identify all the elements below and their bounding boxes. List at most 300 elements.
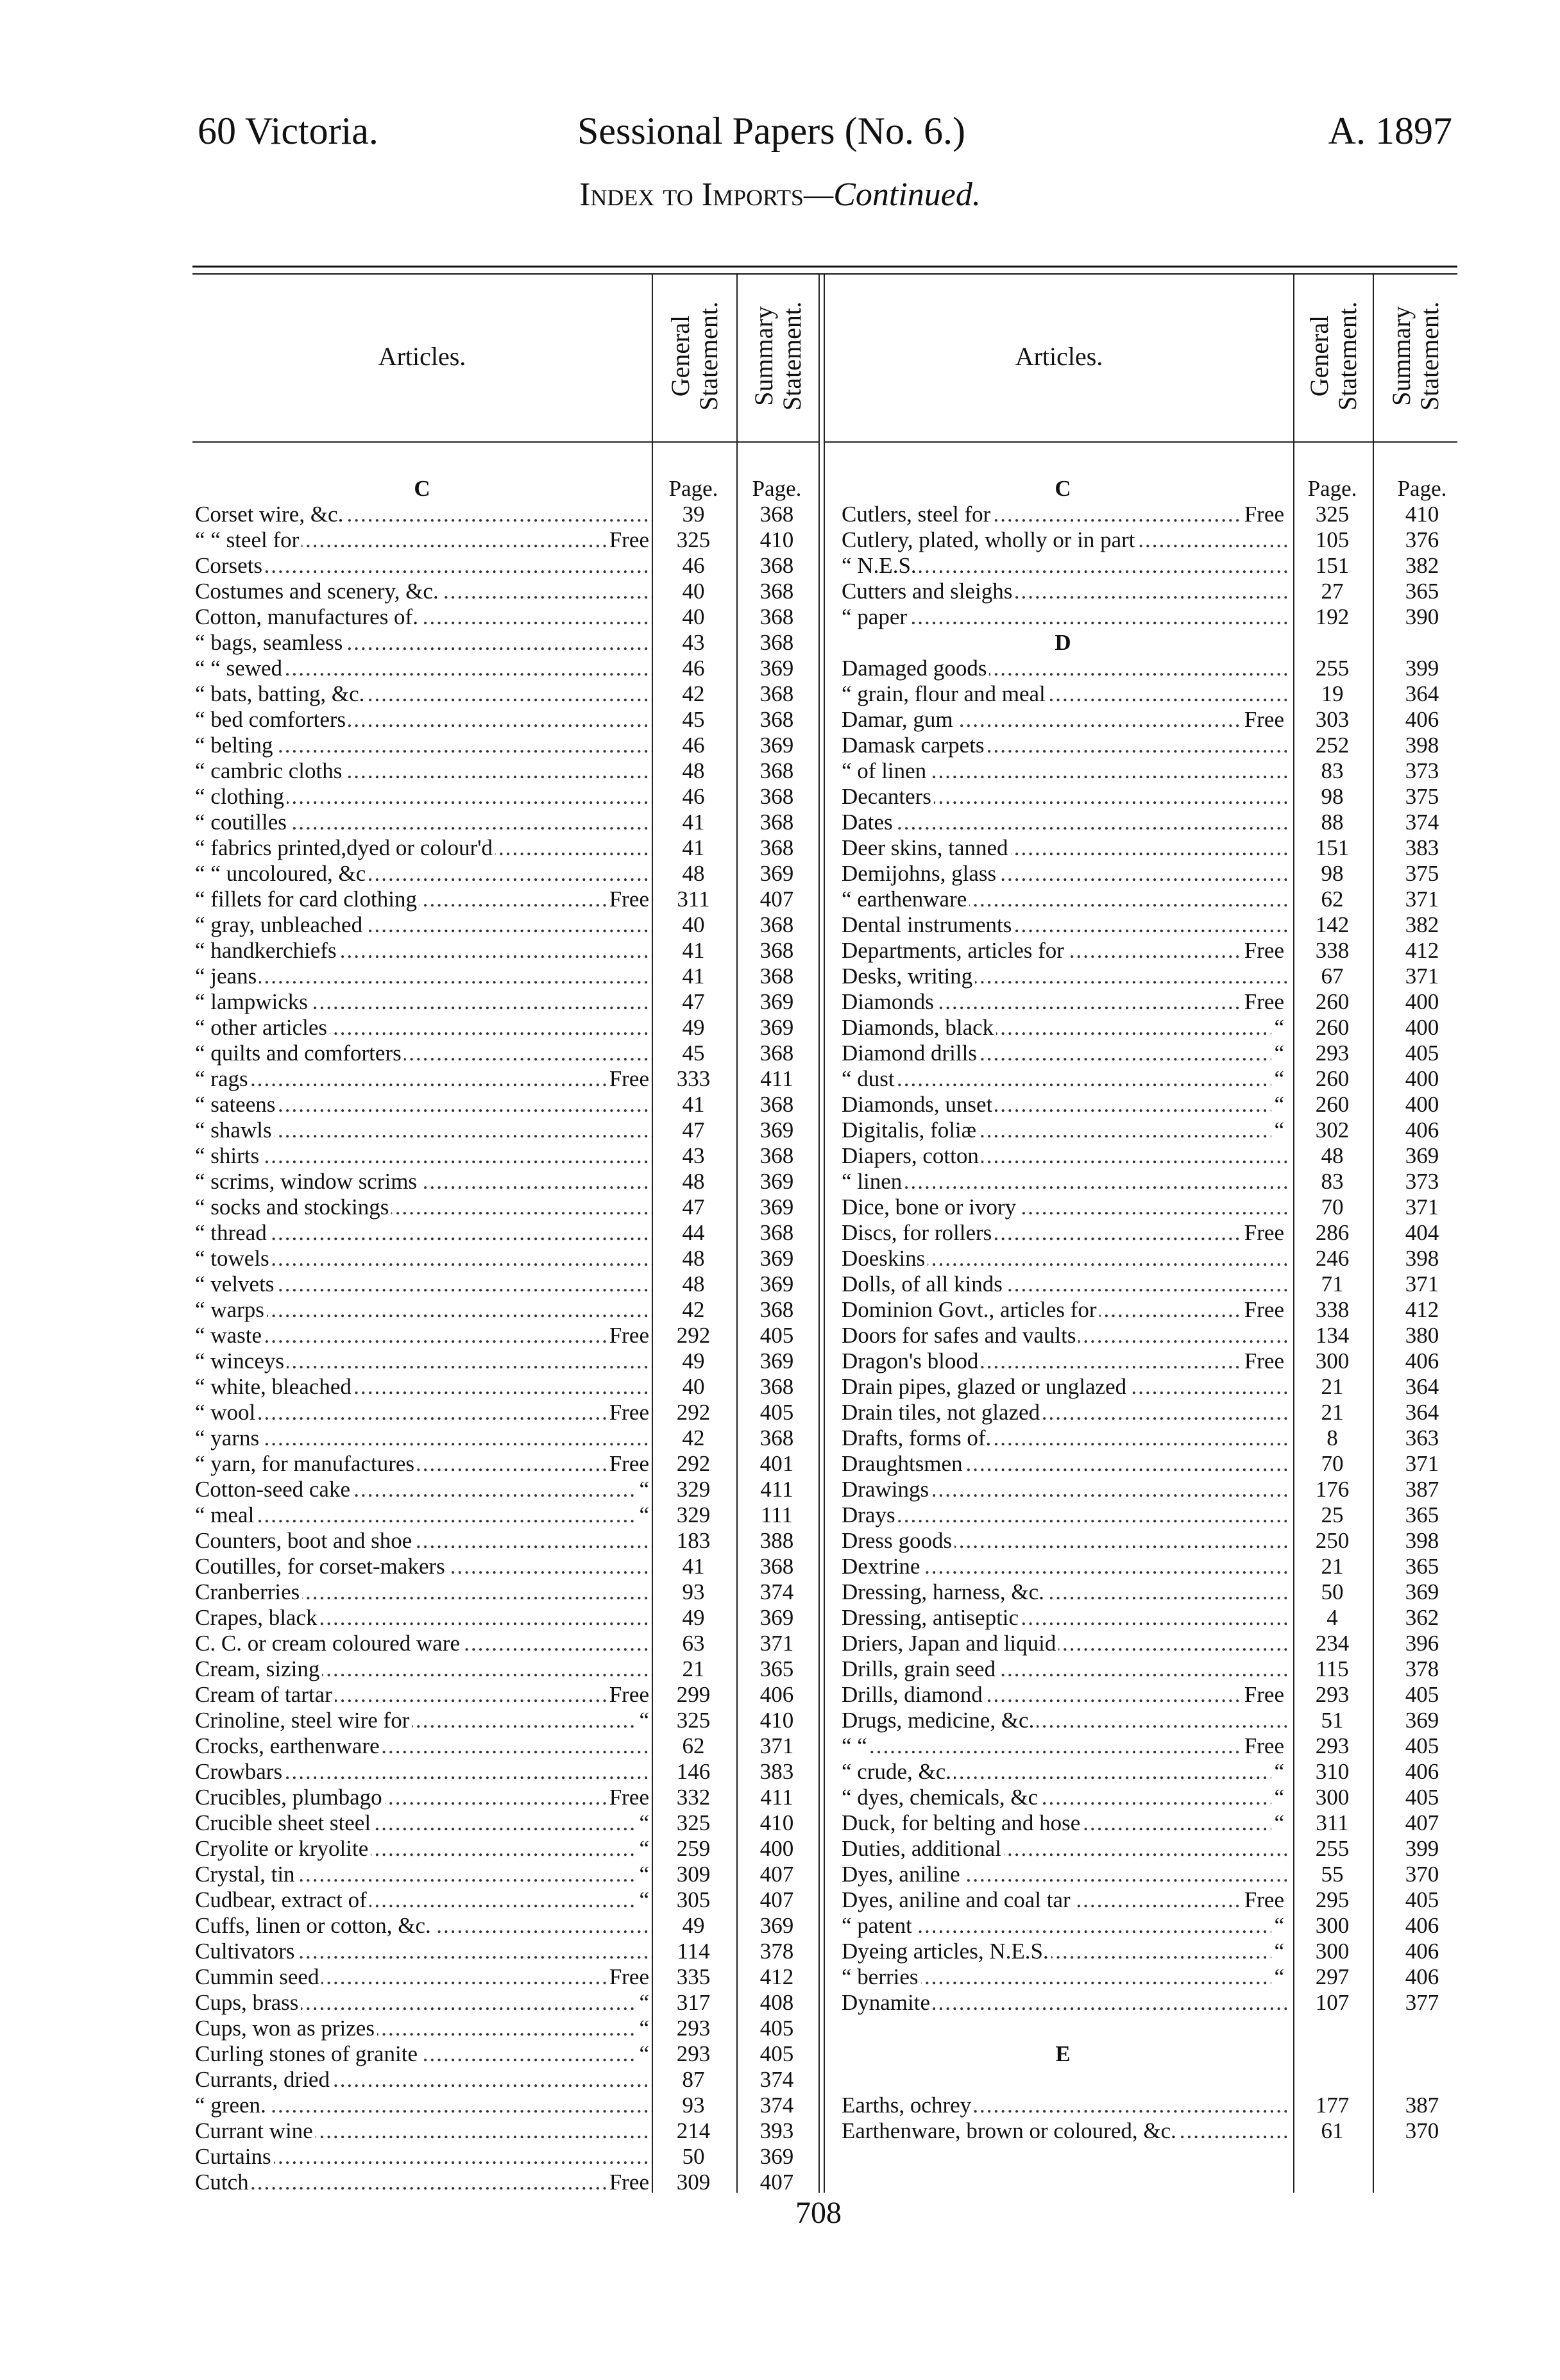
general-statement-header-right: General Statement. <box>1305 302 1362 411</box>
summary-statement-page: 378 <box>1405 1656 1439 1681</box>
general-statement-page <box>1287 630 1378 656</box>
index-entry <box>842 1605 1466 1631</box>
article-name: Dolls, of all kinds ..... <box>842 1271 1287 1297</box>
index-entry <box>842 1118 1466 1143</box>
index-entry <box>195 2016 818 2041</box>
article-name: Dextrine ..... <box>842 1554 1287 1579</box>
index-entry <box>842 887 1466 912</box>
summary-statement-page: 406 <box>1405 1348 1439 1373</box>
summary-statement-page: 111 <box>761 1502 793 1527</box>
general-statement-page: 325 <box>676 1708 711 1733</box>
general-statement-page <box>1287 2016 1378 2041</box>
free-marker: Free <box>1242 938 1287 964</box>
free-marker: Free <box>1242 1220 1287 1246</box>
summary-statement-page: 405 <box>1405 1041 1439 1066</box>
general-statement-page: 41 <box>682 810 705 835</box>
general-statement-page: 115 <box>1316 1656 1349 1681</box>
general-statement-page: 286 <box>1315 1220 1350 1245</box>
free-marker: Free <box>607 1323 652 1348</box>
general-statement-page: 260 <box>1315 1015 1350 1040</box>
top-rule-thin <box>192 273 1457 275</box>
summary-statement-page: 407 <box>759 1862 794 1887</box>
article-name: Desks, writing ..... <box>842 964 1287 989</box>
free-marker: “ <box>1271 1913 1287 1939</box>
index-entry <box>842 2093 1466 2118</box>
index-entry <box>195 1169 818 1194</box>
general-statement-page: 42 <box>682 1297 705 1322</box>
summary-statement-page: 374 <box>1405 810 1439 835</box>
article-name: “ fillets for card clothing Free ..... <box>195 887 652 912</box>
free-marker: “ <box>636 1477 652 1502</box>
summary-statement-page: 375 <box>1405 861 1439 886</box>
index-entry <box>842 1143 1466 1169</box>
article-name: Dynamite ..... <box>842 1990 1287 2016</box>
summary-statement-page: 405 <box>1405 1785 1439 1810</box>
general-statement-page: 310 <box>1315 1759 1350 1784</box>
article-name: Crinoline, steel wire for “ ..... <box>195 1708 652 1733</box>
article-name: Diamonds, unset “ ..... <box>842 1092 1287 1118</box>
general-statement-page: 21 <box>1321 1374 1344 1399</box>
summary-statement-page: 404 <box>1405 1220 1439 1245</box>
article-name: Dyes, aniline ..... <box>842 1862 1287 1887</box>
article-name: “ warps ..... <box>195 1297 652 1323</box>
general-statement-page: 260 <box>1315 1092 1350 1117</box>
general-statement-page: 21 <box>1321 1400 1344 1425</box>
index-entry <box>842 1990 1466 2016</box>
free-marker: Free <box>607 1785 652 1810</box>
index-entry <box>195 1425 818 1451</box>
index-entry <box>842 656 1466 681</box>
general-statement-page: 260 <box>1315 1066 1350 1091</box>
general-statement-page <box>1287 2067 1378 2093</box>
general-statement-page: 317 <box>676 1990 711 2015</box>
general-statement-page: 48 <box>682 861 705 886</box>
index-entry <box>842 1066 1466 1092</box>
index-entry <box>195 733 818 758</box>
general-statement-page: 45 <box>682 1041 705 1066</box>
article-name: Duties, additional ..... <box>842 1836 1287 1862</box>
article-name: “ winceys ..... <box>195 1348 652 1374</box>
summary-statement-page: 368 <box>759 938 794 963</box>
articles-header-left: Articles. <box>378 341 466 371</box>
index-entry <box>195 1092 818 1118</box>
general-statement-page: 51 <box>1321 1708 1344 1733</box>
summary-statement-page: 368 <box>759 681 794 706</box>
index-entry <box>195 1323 818 1348</box>
article-name: Dressing, harness, &c. ..... <box>842 1579 1287 1605</box>
article-name: Cryolite or kryolite “ ..... <box>195 1836 652 1862</box>
general-statement-page: 246 <box>1315 1246 1350 1271</box>
summary-statement-page: 398 <box>1405 1528 1439 1553</box>
header-year: A. 1897 <box>1328 110 1452 152</box>
summary-statement-page: 374 <box>759 1579 794 1604</box>
article-name: Crocks, earthenware ..... <box>195 1733 652 1759</box>
free-marker: “ <box>1271 1015 1287 1041</box>
article-name: “ other articles ..... <box>195 1015 652 1041</box>
index-entry <box>842 1939 1466 1964</box>
summary-statement-page: 364 <box>1405 681 1439 706</box>
free-marker: Free <box>607 887 652 912</box>
summary-statement-page: 406 <box>1405 1964 1439 1989</box>
article-name: Diamonds Free ..... <box>842 989 1287 1015</box>
summary-statement-page: 412 <box>1405 938 1439 963</box>
summary-statement-page: 406 <box>1405 1939 1439 1964</box>
general-statement-page: 234 <box>1315 1631 1350 1656</box>
index-entry <box>842 553 1466 579</box>
summary-statement-page: 368 <box>759 604 794 629</box>
index-entry <box>195 1990 818 2016</box>
general-statement-page: 332 <box>676 1785 711 1810</box>
general-statement-page: 70 <box>1321 1451 1344 1476</box>
general-statement-page: 177 <box>1315 2093 1350 2118</box>
index-title-main: Index to Imports <box>579 176 804 213</box>
summary-statement-page: 368 <box>759 1041 794 1066</box>
article-name: Crucible sheet steel “ ..... <box>195 1810 652 1836</box>
index-entry <box>842 1913 1466 1939</box>
column-divider <box>824 275 825 2193</box>
general-statement-page: 176 <box>1315 1477 1350 1502</box>
general-statement-page: 40 <box>682 579 705 604</box>
article-name: “ shawls ..... <box>195 1118 652 1143</box>
article-name: “ crude, &c. “ ..... <box>842 1759 1287 1785</box>
article-name: “ cambric cloths ..... <box>195 758 652 784</box>
index-title <box>0 174 1560 216</box>
summary-statement-page <box>1378 2016 1466 2041</box>
index-entry <box>842 1271 1466 1297</box>
summary-statement-page: 410 <box>1405 502 1439 527</box>
summary-statement-page <box>1378 630 1466 656</box>
free-marker: Free <box>1242 1733 1287 1759</box>
general-statement-page: 63 <box>682 1631 705 1656</box>
article-name: Cream of tartar Free ..... <box>195 1682 652 1708</box>
summary-statement-page: 364 <box>1405 1400 1439 1425</box>
general-statement-page: 309 <box>676 2170 711 2195</box>
index-entry <box>195 1477 818 1502</box>
index-entry <box>195 938 818 964</box>
index-entry <box>195 1246 818 1271</box>
free-marker: Free <box>1242 989 1287 1015</box>
index-entry <box>842 964 1466 989</box>
summary-statement-page: 371 <box>1405 887 1439 912</box>
article-name: Corsets ..... <box>195 553 652 579</box>
article-name: Curling stones of granite “ ..... <box>195 2041 652 2067</box>
general-statement-page: 46 <box>682 733 705 758</box>
general-statement-page: 21 <box>682 1656 705 1681</box>
free-marker: Free <box>607 1451 652 1477</box>
general-statement-page: 333 <box>676 1066 711 1091</box>
summary-statement-page: 405 <box>1405 1887 1439 1912</box>
free-marker: “ <box>1271 1041 1287 1066</box>
article-name: Drain tiles, not glazed ..... <box>842 1400 1287 1425</box>
index-entry <box>842 1862 1466 1887</box>
general-statement-page: 300 <box>1315 1348 1350 1373</box>
articles-header-right: Articles. <box>1015 341 1103 371</box>
section-heading-row <box>842 2016 1466 2041</box>
general-statement-page: 293 <box>1315 1041 1350 1066</box>
general-statement-page: 71 <box>1321 1271 1344 1296</box>
index-entry <box>195 1220 818 1246</box>
article-name: “ earthenware ..... <box>842 887 1287 912</box>
general-statement-page: 293 <box>1315 1733 1350 1758</box>
index-entry <box>842 861 1466 887</box>
free-marker: Free <box>607 1400 652 1425</box>
article-name: “ jeans ..... <box>195 964 652 989</box>
general-statement-page: 49 <box>682 1605 705 1630</box>
summary-statement-page: 374 <box>759 2093 794 2118</box>
general-statement-page: 44 <box>682 1220 705 1245</box>
article-name: Cutlery, plated, wholly or in part ..... <box>842 527 1287 553</box>
general-statement-page: 105 <box>1315 527 1350 552</box>
summary-statement-page: 383 <box>759 1759 794 1784</box>
page-number: 708 <box>795 2196 842 2230</box>
article-name: Dates ..... <box>842 810 1287 835</box>
article-name: “ bats, batting, &c. ..... <box>195 681 652 707</box>
summary-statement-page: 368 <box>759 835 794 860</box>
index-entry <box>195 1554 818 1579</box>
article-name: Counters, boot and shoe ..... <box>195 1528 652 1554</box>
index-entry <box>195 1143 818 1169</box>
general-statement-page: 98 <box>1321 784 1344 809</box>
index-entry <box>195 1682 818 1708</box>
general-statement-page: 43 <box>682 1143 705 1168</box>
summary-statement-page: 368 <box>759 784 794 809</box>
index-entry <box>842 1451 1466 1477</box>
index-entry <box>842 681 1466 707</box>
index-entry <box>842 1015 1466 1041</box>
general-statement-page: 88 <box>1321 810 1344 835</box>
general-statement-page: 46 <box>682 553 705 578</box>
index-entry <box>195 1194 818 1220</box>
article-name: “ sateens ..... <box>195 1092 652 1118</box>
index-entry <box>195 527 818 553</box>
free-marker: Free <box>1242 1682 1287 1708</box>
free-marker: “ <box>636 2016 652 2041</box>
general-statement-page: 4 <box>1327 1605 1338 1630</box>
general-statement-page: 93 <box>682 2093 705 2118</box>
article-name: Cotton, manufactures of. ..... <box>195 604 652 630</box>
article-name: Dragon's blood Free ..... <box>842 1348 1287 1374</box>
general-statement-page: 83 <box>1321 758 1344 783</box>
header-session: 60 Victoria. <box>198 110 378 152</box>
article-name: Drugs, medicine, &c. ..... <box>842 1708 1287 1733</box>
article-name: “ linen ..... <box>842 1169 1287 1194</box>
article-name: Driers, Japan and liquid ..... <box>842 1631 1287 1656</box>
summary-statement-page: 405 <box>759 2041 794 2066</box>
article-name: “ “ steel for Free ..... <box>195 527 652 553</box>
free-marker: Free <box>1242 502 1287 527</box>
summary-statement-page: 369 <box>759 861 794 886</box>
index-entry <box>195 964 818 989</box>
article-name: “ velvets ..... <box>195 1271 652 1297</box>
article-name: Cups, brass “ ..... <box>195 1990 652 2016</box>
index-entry <box>195 1810 818 1836</box>
index-entry <box>195 1502 818 1528</box>
general-statement-page: 338 <box>1315 938 1350 963</box>
index-entry <box>842 707 1466 733</box>
article-name: Earthenware, brown or coloured, &c. ..... <box>842 2118 1287 2144</box>
article-name: Dressing, antiseptic ..... <box>842 1605 1287 1631</box>
article-name: Digitalis, foliæ “ ..... <box>842 1118 1287 1143</box>
index-entry <box>195 1066 818 1092</box>
article-name: “ yarn, for manufactures Free ..... <box>195 1451 652 1477</box>
summary-statement-page: 370 <box>1405 2118 1439 2143</box>
summary-statement-page: 368 <box>759 1297 794 1322</box>
summary-statement-page: 369 <box>759 1348 794 1373</box>
summary-statement-page: 399 <box>1405 656 1439 681</box>
article-name: “ belting ..... <box>195 733 652 758</box>
index-entry <box>842 1477 1466 1502</box>
general-statement-page: 299 <box>676 1682 711 1707</box>
general-statement-page: 311 <box>677 887 710 912</box>
article-name: E <box>1055 2041 1071 2066</box>
summary-statement-page: 369 <box>759 1169 794 1194</box>
article-name: Decanters ..... <box>842 784 1287 810</box>
index-entry <box>842 733 1466 758</box>
free-marker: “ <box>1271 1066 1287 1092</box>
free-marker: Free <box>1242 707 1287 733</box>
article-name: Demijohns, glass ..... <box>842 861 1287 887</box>
index-entry <box>195 1348 818 1374</box>
free-marker: “ <box>636 1887 652 1913</box>
general-statement-page <box>1287 2041 1378 2067</box>
summary-statement-page: 383 <box>1405 835 1439 860</box>
general-statement-page: 41 <box>682 964 705 989</box>
summary-statement-page: 369 <box>1405 1143 1439 1168</box>
index-entry <box>195 861 818 887</box>
summary-statement-page: 368 <box>759 964 794 989</box>
free-marker: “ <box>636 1810 652 1836</box>
index-entry <box>195 656 818 681</box>
general-statement-page: Page. <box>1307 476 1357 501</box>
general-statement-page: 292 <box>676 1451 711 1476</box>
article-name: “ berries “ ..... <box>842 1964 1287 1990</box>
article-name: Diamonds, black “ ..... <box>842 1015 1287 1041</box>
article-name: Damaged goods ..... <box>842 656 1287 681</box>
general-statement-page: 335 <box>676 1964 711 1989</box>
article-name: Crowbars ..... <box>195 1759 652 1785</box>
general-statement-page: 19 <box>1321 681 1344 706</box>
index-entries-right <box>842 476 1466 2144</box>
article-name: Diapers, cotton ..... <box>842 1143 1287 1169</box>
index-entry <box>842 1682 1466 1708</box>
general-statement-page: 305 <box>676 1887 711 1912</box>
index-entry <box>195 630 818 656</box>
general-statement-page: 49 <box>682 1348 705 1373</box>
general-statement-page: 46 <box>682 656 705 681</box>
article-name: Dental instruments ..... <box>842 912 1287 938</box>
summary-statement-page: 406 <box>759 1682 794 1707</box>
summary-statement-page: 380 <box>1405 1323 1439 1348</box>
article-name: Drays ..... <box>842 1502 1287 1528</box>
summary-statement-page: 368 <box>759 1425 794 1450</box>
summary-statement-page: 375 <box>1405 784 1439 809</box>
summary-statement-page: 369 <box>759 989 794 1014</box>
article-name: Duck, for belting and hose “ ..... <box>842 1810 1287 1836</box>
article-name: “ bags, seamless ..... <box>195 630 652 656</box>
index-entry <box>195 1605 818 1631</box>
article-name: “ waste Free ..... <box>195 1323 652 1348</box>
index-entry <box>195 1913 818 1939</box>
index-entry <box>842 1733 1466 1759</box>
summary-statement-page: 411 <box>760 1066 793 1091</box>
article-name: “ clothing ..... <box>195 784 652 810</box>
free-marker: “ <box>1271 1939 1287 1964</box>
index-entry <box>842 1374 1466 1400</box>
summary-statement-page: 369 <box>759 1118 794 1143</box>
index-entry <box>842 1631 1466 1656</box>
index-entry <box>842 1041 1466 1066</box>
article-name: “ grain, flour and meal ..... <box>842 681 1287 707</box>
general-statement-page: Page. <box>668 476 718 501</box>
free-marker: “ <box>1271 1964 1287 1990</box>
free-marker: Free <box>607 1964 652 1990</box>
article-name: Doeskins ..... <box>842 1246 1287 1271</box>
article-name: Currant wine ..... <box>195 2118 652 2144</box>
article-name: “ towels ..... <box>195 1246 652 1271</box>
general-statement-page: 183 <box>676 1528 711 1553</box>
summary-statement-page: 368 <box>759 1220 794 1245</box>
summary-statement-page: 369 <box>759 1605 794 1630</box>
summary-statement-page: 407 <box>759 1887 794 1912</box>
general-statement-page: 293 <box>676 2041 711 2066</box>
summary-statement-page: 408 <box>759 1990 794 2015</box>
general-statement-page: 192 <box>1315 604 1350 629</box>
summary-statement-page: 390 <box>1405 604 1439 629</box>
article-name: Diamond drills “ ..... <box>842 1041 1287 1066</box>
article-name: Curtains ..... <box>195 2144 652 2170</box>
index-entry <box>842 1964 1466 1990</box>
article-name: Damask carpets ..... <box>842 733 1287 758</box>
index-entry <box>195 1708 818 1733</box>
index-entry <box>195 1451 818 1477</box>
general-statement-page: 250 <box>1315 1528 1350 1553</box>
summary-statement-page: 369 <box>1405 1708 1439 1733</box>
article-name: Cotton-seed cake “ ..... <box>195 1477 652 1502</box>
general-statement-page: 252 <box>1315 733 1350 758</box>
summary-statement-page: 365 <box>1405 579 1439 604</box>
general-statement-page: 87 <box>682 2067 705 2092</box>
article-name: “ N.E.S. ..... <box>842 553 1287 579</box>
index-entry <box>195 989 818 1015</box>
general-statement-page: 329 <box>676 1477 711 1502</box>
article-name: “ meal “ ..... <box>195 1502 652 1528</box>
summary-statement-page: 405 <box>1405 1733 1439 1758</box>
general-statement-page: 50 <box>682 2144 705 2169</box>
index-entry <box>842 912 1466 938</box>
general-statement-page: 42 <box>682 681 705 706</box>
article-name: “ wool Free ..... <box>195 1400 652 1425</box>
summary-statement-page: 368 <box>759 1143 794 1168</box>
summary-statement-header-left: Summary Statement. <box>749 302 806 411</box>
free-marker: “ <box>636 1502 652 1528</box>
index-entry <box>195 707 818 733</box>
article-name: “ dust “ ..... <box>842 1066 1287 1092</box>
index-entry <box>195 1400 818 1425</box>
index-entry <box>195 1297 818 1323</box>
summary-statement-page: 405 <box>1405 1682 1439 1707</box>
article-name: Cutlers, steel for Free ..... <box>842 502 1287 527</box>
general-statement-page: 293 <box>676 2016 711 2041</box>
index-entry <box>842 604 1466 630</box>
article-name: C. C. or cream coloured ware ..... <box>195 1631 652 1656</box>
summary-statement-page <box>1378 2067 1466 2093</box>
index-entry <box>842 1220 1466 1246</box>
article-name: Cranberries ..... <box>195 1579 652 1605</box>
summary-statement-page: 382 <box>1405 912 1439 937</box>
general-statement-page: 142 <box>1315 912 1350 937</box>
general-statement-page: 260 <box>1315 989 1350 1014</box>
article-name: Dyeing articles, N.E.S. “ ..... <box>842 1939 1287 1964</box>
